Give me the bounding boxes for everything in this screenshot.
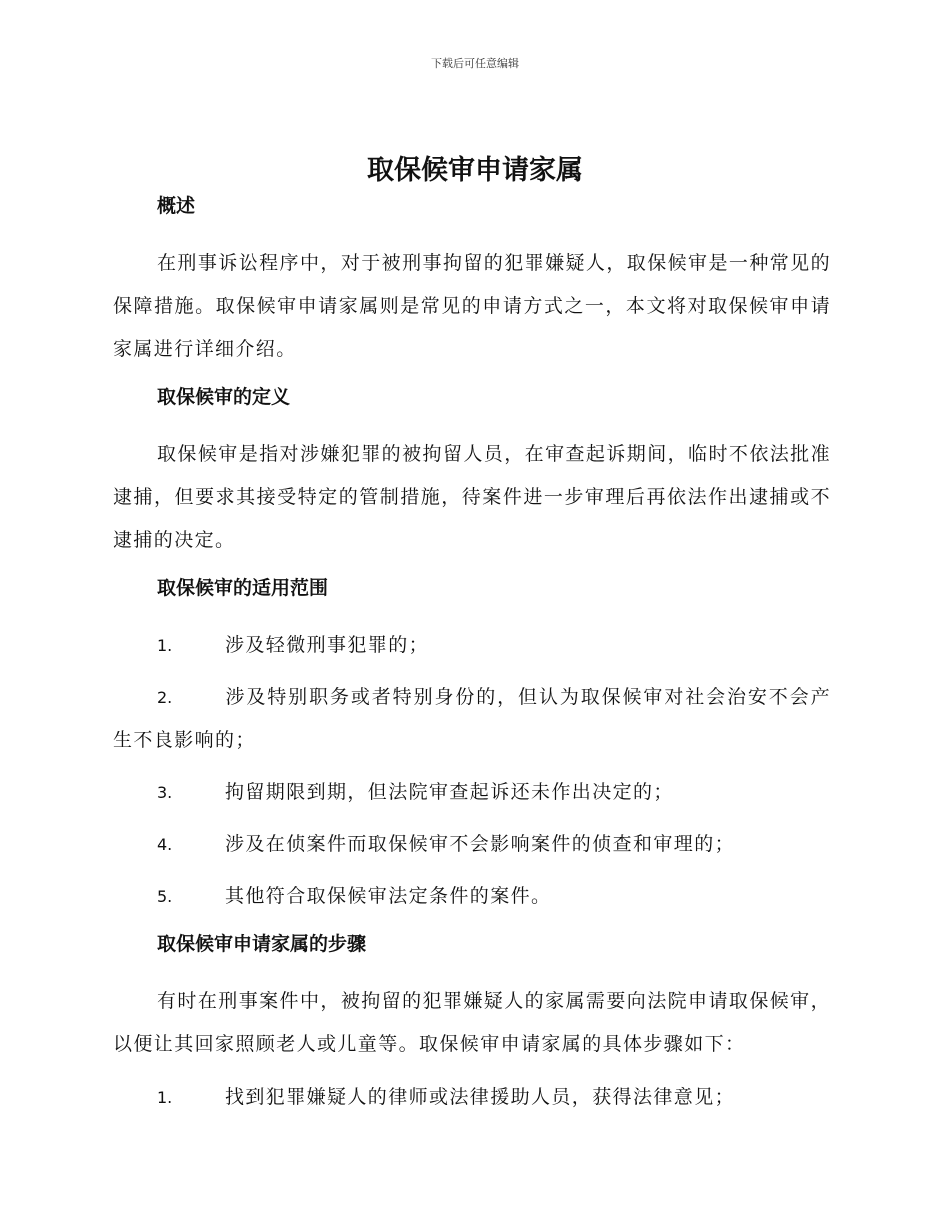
list-item-text: 涉及特别职务或者特别身份的，但认为取保候审对社会治安不会产生不良影响的；	[113, 686, 831, 751]
scope-list	[113, 624, 831, 918]
list-item-text: 拘留期限到期，但法院审查起诉还未作出决定的；	[225, 781, 674, 803]
list-item-text: 涉及在侦案件而取保候审不会影响案件的侦查和审理的；	[225, 833, 736, 855]
header-note: 下载后可任意编辑	[431, 57, 519, 70]
list-item	[113, 676, 831, 762]
document-body	[113, 190, 831, 1129]
section-heading-scope: 取保候审的适用范围	[157, 577, 329, 599]
list-item-number: 2.	[157, 688, 173, 707]
list-item	[113, 875, 831, 918]
section-heading-definition: 取保候审的定义	[157, 386, 291, 408]
definition-paragraph: 取保候审是指对涉嫌犯罪的被拘留人员，在审查起诉期间，临时不依法批准逮捕，但要求其接受特定的管制措施，待案件进一步审理后再依法作出逮捕或不逮捕的决定。	[113, 443, 831, 551]
list-item-number: 3.	[157, 783, 173, 802]
list-item	[113, 1076, 831, 1119]
list-item	[113, 624, 831, 667]
overview-paragraph: 在刑事诉讼程序中，对于被刑事拘留的犯罪嫌疑人，取保候审是一种常见的保障措施。取保候审申请家属则是常见的申请方式之一，本文将对取保候审申请家属进行详细介绍。	[113, 252, 831, 360]
steps-paragraph: 有时在刑事案件中，被拘留的犯罪嫌疑人的家属需要向法院申请取保候审，以便让其回家照顾老人或儿童等。取保候审申请家属的具体步骤如下：	[113, 990, 831, 1055]
list-item-number: 4.	[157, 835, 173, 854]
list-item-text: 找到犯罪嫌疑人的律师或法律援助人员，获得法律意见；	[225, 1086, 736, 1108]
steps-list	[113, 1076, 831, 1119]
list-item-number: 5.	[157, 887, 173, 906]
document-title: 取保候审申请家属	[367, 155, 583, 186]
list-item-number: 1.	[157, 1088, 173, 1107]
list-item-text: 涉及轻微刑事犯罪的；	[225, 634, 430, 656]
list-item	[113, 771, 831, 814]
section-heading-overview: 概述	[157, 195, 196, 217]
list-item-text: 其他符合取保候审法定条件的案件。	[225, 885, 552, 907]
section-heading-steps: 取保候审申请家属的步骤	[157, 933, 367, 955]
list-item	[113, 823, 831, 866]
list-item-number: 1.	[157, 636, 173, 655]
